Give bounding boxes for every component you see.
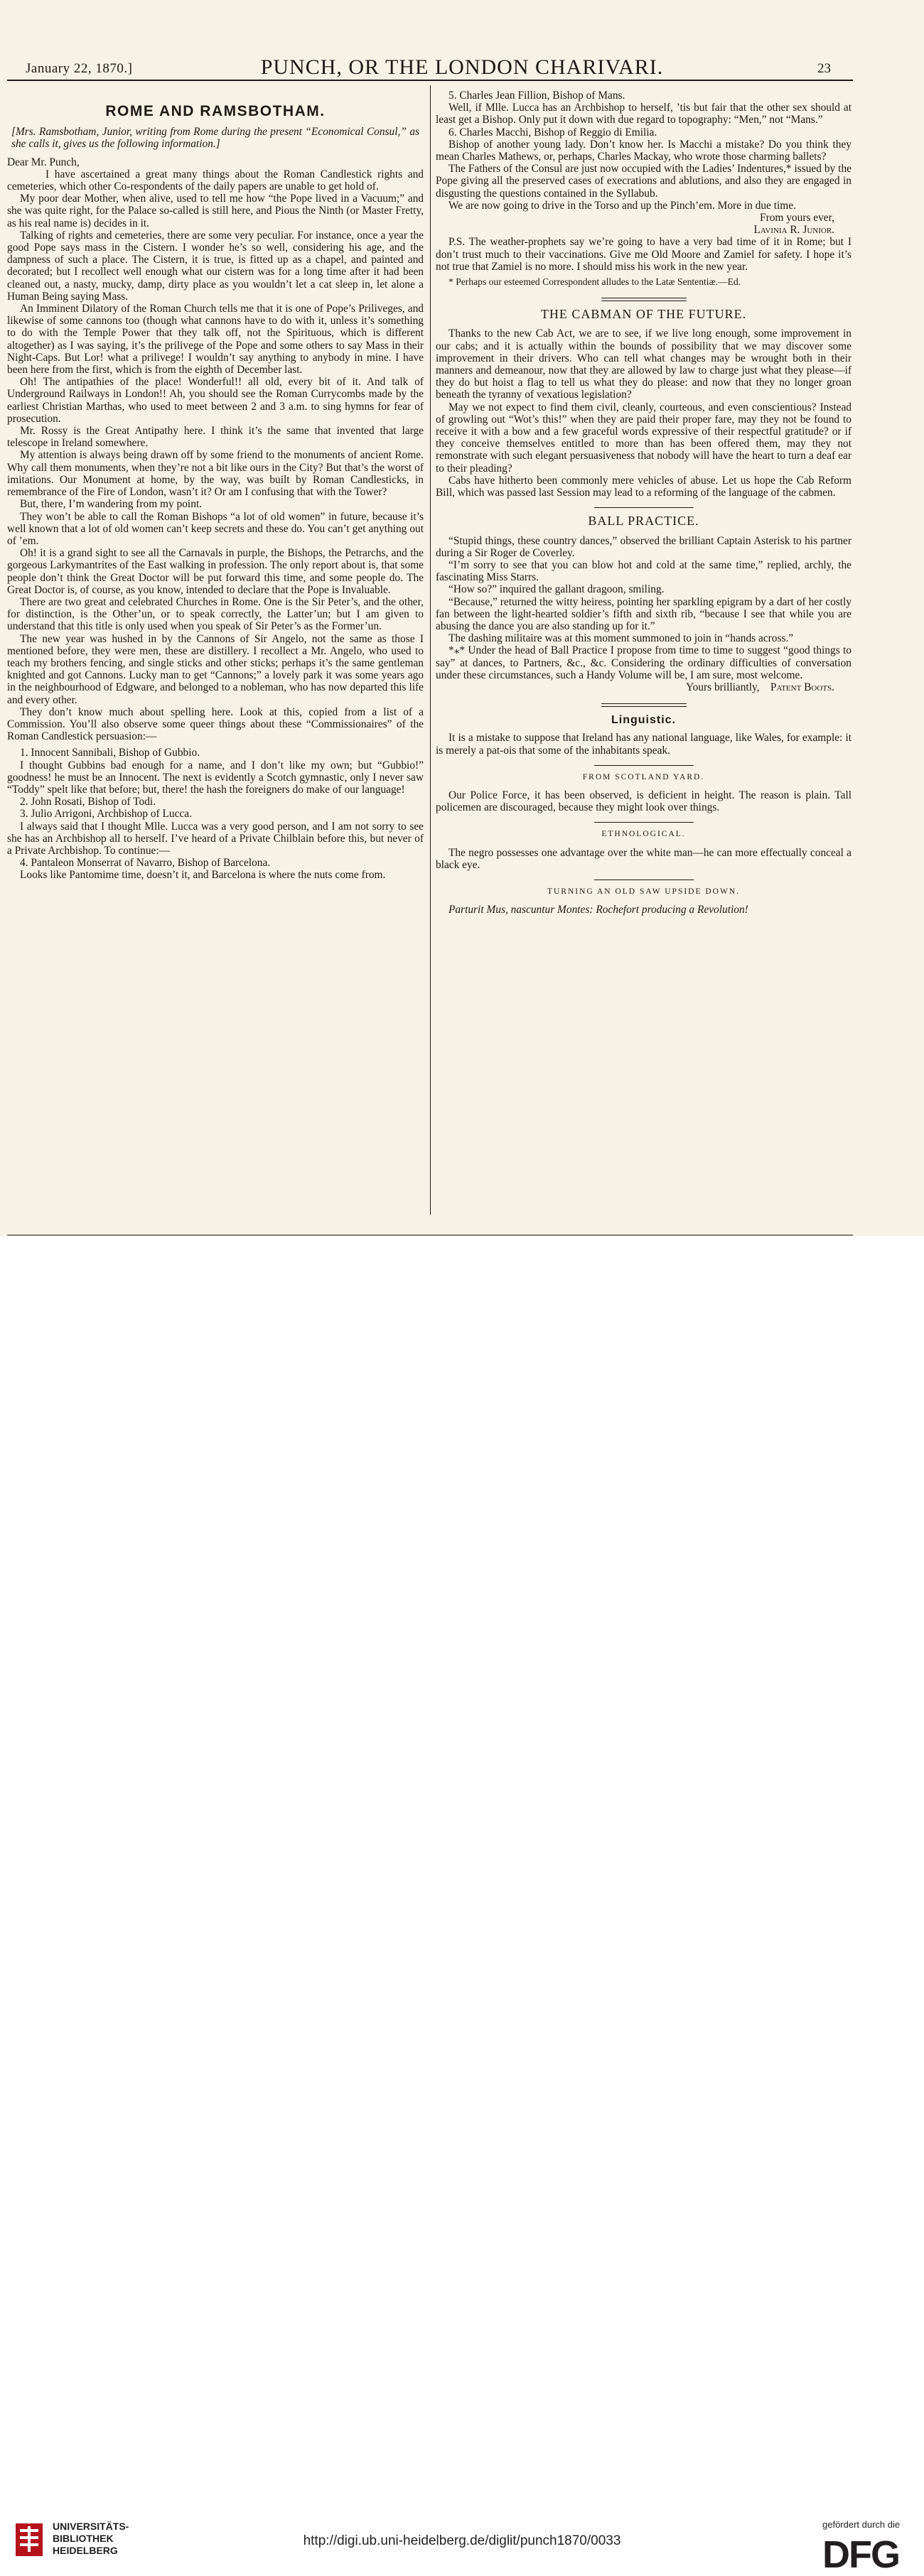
rome-paragraph: The Fathers of the Consul are just now occupied with the Ladies’ Indentures,* issued by the Pope giving all the preserved cases of execrations and ablutions, and also they are engaged in disgusting the questions contained in the Syllabub. <box>436 163 852 200</box>
rome-paragraph: Mr. Rossy is the Great Antipathy here. I think it’s the same that invented that large telescope in Ireland somewhere. <box>7 425 424 450</box>
section-divider <box>594 822 694 823</box>
ball-paragraph: “Because,” returned the witty heiress, pointing her sparkling epigram by a dart of her costly fan between the light-hearted soldier’s fifth and sixth rib, “because I see that while you are abusing the dance you are also standing up for it.” <box>436 595 852 632</box>
rome-list-item: 2. John Rosati, Bishop of Todi. <box>20 796 156 808</box>
scotland-yard-text: Our Police Force, it has been observed, is deficient in height. The reason is plain. Tall policemen are discouraged, because they might look over things. <box>436 789 852 814</box>
cabman-paragraph: May we not expect to find them civil, cleanly, courteous, and even conscientious? Instead of growling out “Wot’s this!” when they are paid their proper fare, may they not be found to receive it with a bow and a few graceful words expressive of their respectful gratitude? or if they conceive themselves entitled to more than has been offered them, may they not remonstrate with such elegant persuasiveness that nobody will have the heart to turn a deaf ear to their pleading? <box>436 401 852 475</box>
rome-paragraph: We are now going to drive in the Torso and up the Pinch’em. More in due time. <box>448 199 796 212</box>
ball-paragraph: “I’m sorry to see that you can blow hot and cold at the same time,” replied, archly, the fascinating Miss Starrs. <box>436 558 852 584</box>
rome-list-item: 6. Charles Macchi, Bishop of Reggio di Emilia. <box>448 126 657 139</box>
cabman-title: THE CABMAN OF THE FUTURE. <box>540 307 747 322</box>
ball-signature: Patent Boots. <box>770 681 834 693</box>
header-rule <box>7 80 853 81</box>
digitization-footer <box>0 1236 924 2576</box>
library-name-line: BIBLIOTHEK <box>53 2533 114 2544</box>
rome-paragraph: I always said that I thought Mlle. Lucca was a very good person, and I am not sorry to see she has an Archbishop all to herself. I’ve heard of a Private Chilblain before this, but never of a Private Archbishop. To continue:— <box>7 820 424 857</box>
permalink-url[interactable]: http://digi.ub.uni-heidelberg.de/diglit/punch1870/0033 <box>303 2533 621 2548</box>
rome-salutation: Dear Mr. Punch, <box>7 156 80 168</box>
rome-list-item: 5. Charles Jean Fillion, Bishop of Mans. <box>448 90 625 102</box>
library-name-line: UNIVERSITÄTS- <box>53 2521 129 2532</box>
ball-paragraph: “How so?” inquired the gallant dragoon, smiling. <box>448 583 665 596</box>
rome-paragraph: But, there, I’m wandering from my point. <box>20 498 203 511</box>
rome-signoff: From yours ever, <box>760 212 834 224</box>
rome-paragraph: I have ascertained a great many things about the Roman Candlestick rights and cemeteries, which other Co-respondents of the daily papers are unable to get hold of. <box>7 168 424 193</box>
rome-paragraph: My poor dear Mother, when alive, used to tell me how “the Pope lived in a Vacuum;” and she was quite right, for the Palace so-called is still here, and Pious the Ninth (or Master Fretty, as his real name is) decides in it. <box>7 193 424 229</box>
page-header <box>0 0 924 85</box>
linguistic-title: Linguistic. <box>611 714 676 727</box>
page-number: 23 <box>817 61 831 76</box>
section-divider <box>594 765 694 766</box>
rome-paragraph: My attention is always being drawn off by some friend to the monuments of ancient Rome. Why call them monuments, when they’re not a bit like ours in the City? But that’s the worst of imitations. Our Monument at home, by the way, was built by Roman Candlesticks, in remembrance of the Fire of London, wasn’t it? Or am I confusing that with the Tower? <box>7 449 424 499</box>
old-saw-title: TURNING AN OLD SAW UPSIDE DOWN. <box>547 887 741 896</box>
rome-paragraph: They don’t know much about spelling here. Look at this, copied from a list of a Commission. You’ll also observe some queer things about these “Commissionaires” of the Roman Candlestick persuasion:— <box>7 705 424 743</box>
linguistic-text: It is a mistake to suppose that Ireland has any national language, like Wales, for example: it is merely a pat-ois that some of the inhabitants speak. <box>436 732 852 757</box>
rome-paragraph: There are two great and celebrated Churches in Rome. One is the Sir Peter’s, and the other, for distinction, is the Other’un, or to speak correctly, the Latter’un; but I am given to understand that this title is only used when you speak of Sir Peter’s as the Former’un. <box>7 595 424 633</box>
issue-date: January 22, 1870.] <box>26 61 133 76</box>
ball-practice-title: BALL PRACTICE. <box>588 514 699 529</box>
rome-article-title: ROME AND RAMSBOTHAM. <box>105 103 326 119</box>
rome-paragraph: An Imminent Dilatory of the Roman Church tells me that it is one of Pope’s Priliveges, and likewise of some cannons too (though what cannons have to do with it, unless it’s something to do with the Temple Power that they talk off, not the Spirituous, which is different altogether) as I was saying, it’s the prilivege of the Pope and some others to say Mass in their Night-Caps. But Lor! what a prilivege! I wouldn’t say anything to anybody in mine. I have been here from the first, which is from the eighth of December last. <box>7 303 424 377</box>
ball-paragraph: The dashing militaire was at this moment summoned to join in “hands across.” <box>448 632 794 645</box>
left-column <box>7 90 424 882</box>
rome-paragraph: Oh! The antipathies of the place! Wonderful!! all old, every bit of it. And talk of Underground Railways in London!! Ah, you should see the Roman Currycombs made by the earliest Christian Marthas, who used to meet between 2 and 3 a.m. to sing hymns for fear of prosecution. <box>7 376 424 425</box>
ethnological-text: The negro possesses one advantage over the white man—he can more effectually conceal a black eye. <box>436 846 852 871</box>
rome-intro: [Mrs. Ramsbotham, Junior, writing from Rome during the present “Economical Consul,” as she calls it, gives us the following information.] <box>11 126 419 151</box>
rome-list-item: 4. Pantaleon Monserrat of Navarro, Bishop of Barcelona. <box>20 857 271 870</box>
cabman-paragraph: Cabs have hitherto been commonly mere vehicles of abuse. Let us hope the Cab Reform Bill, which was passed last Session may lead to a reforming of the language of the cabmen. <box>436 474 852 499</box>
section-divider <box>594 507 694 508</box>
cabman-paragraph: Thanks to the new Cab Act, we are to see, if we live long enough, some improvement in our cabs; and it is actually within the bounds of possibility that we may discover some improvement in their drivers. Who can tell what changes may be wrought both in their manners and demeanour, now that they are allowed by law to charge just what they please—if they do but hoist a flag to tell us what they do please: and now that they no longer groan beneath the tyranny of vexatious legislation? <box>436 328 852 401</box>
scotland-yard-title: FROM SCOTLAND YARD. <box>582 772 705 781</box>
rome-paragraph: I thought Gubbins bad enough for a name, and I don’t like my own; but “Gubbio!” goodness! he must be an Innocent. The next is evidently a Scotch gymnastic, only I never saw “Toddy” spelt like that before; but, there! the hash the foreigners do make of our language! <box>7 759 424 796</box>
masthead-title: PUNCH, OR THE LONDON CHARIVARI. <box>260 55 664 79</box>
right-column <box>436 90 852 916</box>
ball-paragraph: “Stupid things, these country dances,” observed the brilliant Captain Asterisk to his partner during a Sir Roger de Coverley. <box>436 534 852 559</box>
rome-paragraph: The new year was hushed in by the Cannons of Sir Angelo, not the same as those I mentioned before, they were men, these are distillery. I recollect a Mr. Angelo, who used to teach my brothers fencing, and single sticks and other sticks; perhaps it’s the same gentleman knighted and got Cannons. Lucky man to get “Cannons;” a lovely park it was some years ago in the neighbourhood of Edgware, and belonged to a nobleman, who has now departed this life and every other. <box>7 632 424 706</box>
rome-paragraph: Talking of rights and cemeteries, there are some very peculiar. For instance, once a year the good Pope says mass in the Cistern. I wonder he’s so well, considering his age, and the dampness of such a place. The Cistern, it is true, is fitted up as a chapel, and painted and decorated; but I recollect well enough what our cistern was for a long time after it had been cleaned out, a nasty, mucky, damp, dirty place as you wouldn’t let a cat sleep in, let alone a Human Being saying Mass. <box>7 229 424 303</box>
ball-paragraph: *⁎* Under the head of Ball Practice I propose from time to time to suggest “good things to say” at dances, to Partners, &c., &c. Considering the ordinary difficulties of conversation under these circumstances, such a Handy Volume will be, I am sure, most welcome. <box>436 644 852 681</box>
rome-paragraph: Oh! it is a grand sight to see all the Carnavals in purple, the Bishops, the Petrarchs, and the gorgeous Larkymantrites of the East walking in profession. The only report about is, that some people don’t think the Great Doctor will be put forward this time, and some people do. The Great Doctor is, of course, as you know, intended to declare that the Pope is Invaluable. <box>7 547 424 596</box>
ball-signoff: Yours brilliantly, <box>686 681 760 693</box>
rome-list-item: 1. Innocent Sannibali, Bishop of Gubbio. <box>20 747 200 759</box>
section-divider <box>601 298 687 301</box>
rome-postscript: P.S. The weather-prophets say we’re going to have a very bad time of it in Rome; but I don’t trust much to their vaccinations. Give me Old Moore and Zamiel for safety. I hope it’s not true that Zamiel is no more. I should miss his work in the new year. <box>436 236 852 273</box>
rome-paragraph: They won’t be able to call the Roman Bishops “a lot of old women” in future, because it’s well known that a lot of old women can’t keep secrets and these do. You can’t get anything out of ’em. <box>7 510 424 547</box>
ball-signature-line <box>436 681 852 693</box>
sponsor-label: gefördert durch die <box>822 2519 901 2530</box>
column-divider <box>430 85 431 1215</box>
rome-paragraph: Well, if Mlle. Lucca has an Archbishop to herself, ’tis but fair that the other sex should at least get a Bishop. Only put it down with due regard to topography: “Men,” not “Mans.” <box>436 102 852 126</box>
old-saw-text: Parturit Mus, nascuntur Montes: Rochefort producing a Revolution! <box>448 904 748 916</box>
ethnological-title: ETHNOLOGICAL. <box>601 830 686 839</box>
section-divider <box>601 703 687 707</box>
rome-paragraph: Bishop of another young lady. Don’t know her. Is Macchi a mistake? Do you think they mean Charles Mathews, or, perhaps, Charles Mackay, who wrote those charming ballets? <box>436 138 852 163</box>
newspaper-page <box>0 0 924 1236</box>
rome-signature: Lavinia R. Junior. <box>753 224 834 237</box>
dfg-logo: DFG <box>822 2533 899 2576</box>
library-name-line: HEIDELBERG <box>53 2545 118 2556</box>
rome-paragraph: Looks like Pantomime time, doesn’t it, and Barcelona is where the nuts come from. <box>20 869 386 882</box>
rome-footnote: * Perhaps our esteemed Correspondent alludes to the Latæ Sententiæ.—Ed. <box>448 276 741 288</box>
rome-list-item: 3. Julio Arrigoni, Archbishop of Lucca. <box>20 808 192 821</box>
